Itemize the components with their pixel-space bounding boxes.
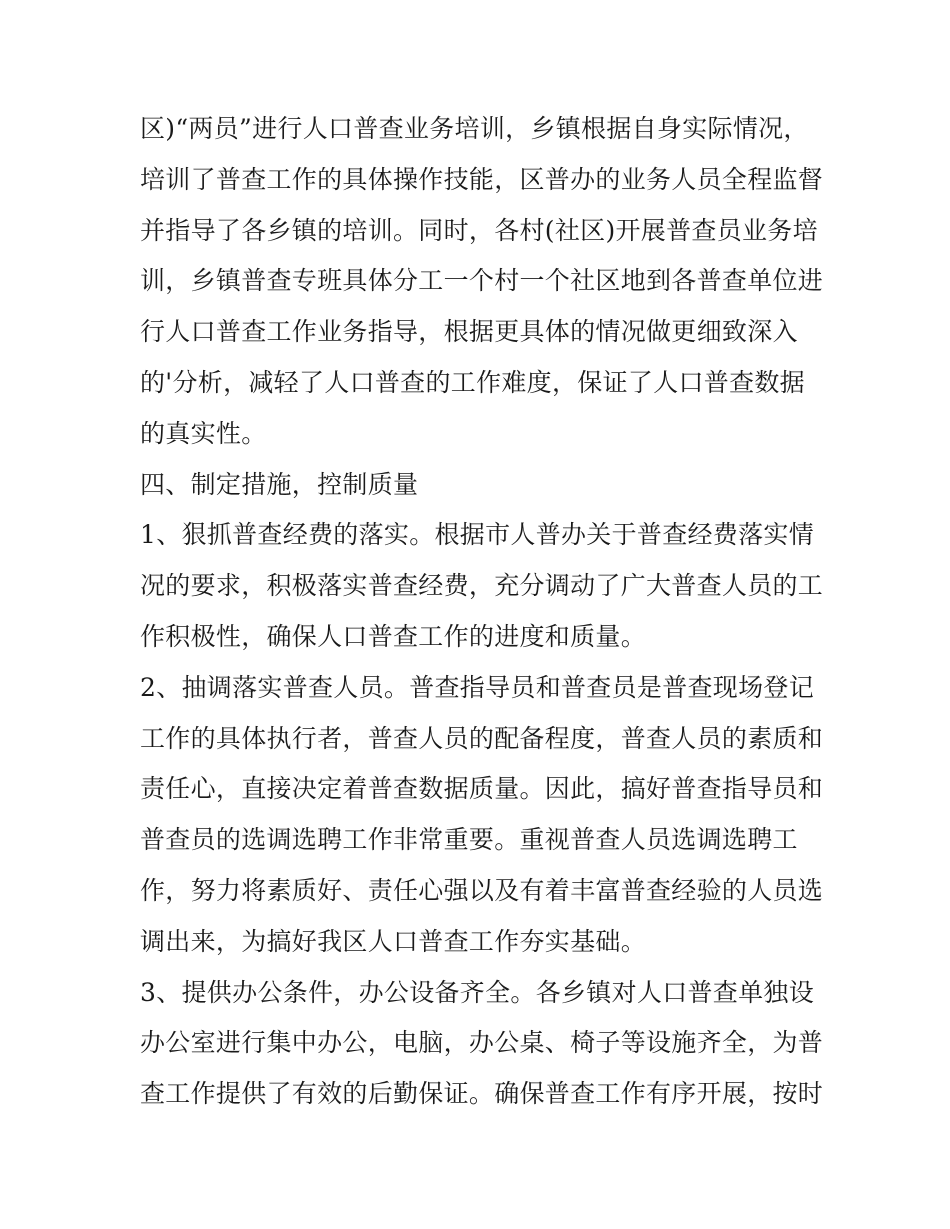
- text-line: 工作的具体执行者，普查人员的配备程度，普查人员的素质和: [140, 723, 824, 753]
- text-line: 普查员的选调选聘工作非常重要。重视普查人员选调选聘工: [140, 825, 798, 855]
- text-line: 区)“两员”进行人口普查业务培训，乡镇根据自身实际情况，: [140, 114, 809, 143]
- text-line: 责任心，直接决定着普查数据质量。因此，搞好普查指导员和: [140, 774, 824, 804]
- text-line: 的'分析，减轻了人口普查的工作难度，保证了人口普查数据: [140, 367, 805, 397]
- text-line: 并指导了各乡镇的培训。同时，各村(社区)开展普查员业务培: [140, 215, 818, 245]
- text-line: 办公室进行集中办公，电脑，办公桌、椅子等设施齐全，为普: [140, 1028, 824, 1058]
- text-line: 调出来，为搞好我区人口普查工作夯实基础。: [140, 926, 647, 956]
- text-line: 1、狠抓普查经费的落实。根据市人普办关于普查经费落实情: [140, 520, 815, 550]
- text-line: 培训了普查工作的具体操作技能，区普办的业务人员全程监督: [140, 164, 824, 194]
- text-line: 3、提供办公条件，办公设备齐全。各乡镇对人口普查单独设: [140, 977, 815, 1007]
- text-line: 行人口普查工作业务指导，根据更具体的情况做更细致深入: [140, 317, 798, 347]
- text-line: 作，努力将素质好、责任心强以及有着丰富普查经验的人员选: [140, 875, 824, 905]
- text-line: 况的要求，积极落实普查经费，充分调动了广大普查人员的工: [140, 571, 824, 601]
- section-heading: 四、制定措施，控制质量: [140, 469, 419, 499]
- text-line: 查工作提供了有效的后勤保证。确保普查工作有序开展，按时: [140, 1079, 824, 1109]
- text-line: 训，乡镇普查专班具体分工一个村一个社区地到各普查单位进: [140, 266, 824, 296]
- text-line: 的真实性。: [140, 418, 267, 448]
- text-line: 作积极性，确保人口普查工作的进度和质量。: [140, 621, 647, 651]
- text-line: 2、抽调落实普查人员。普查指导员和普查员是普查现场登记: [140, 672, 815, 702]
- document-body: [140, 104, 824, 1120]
